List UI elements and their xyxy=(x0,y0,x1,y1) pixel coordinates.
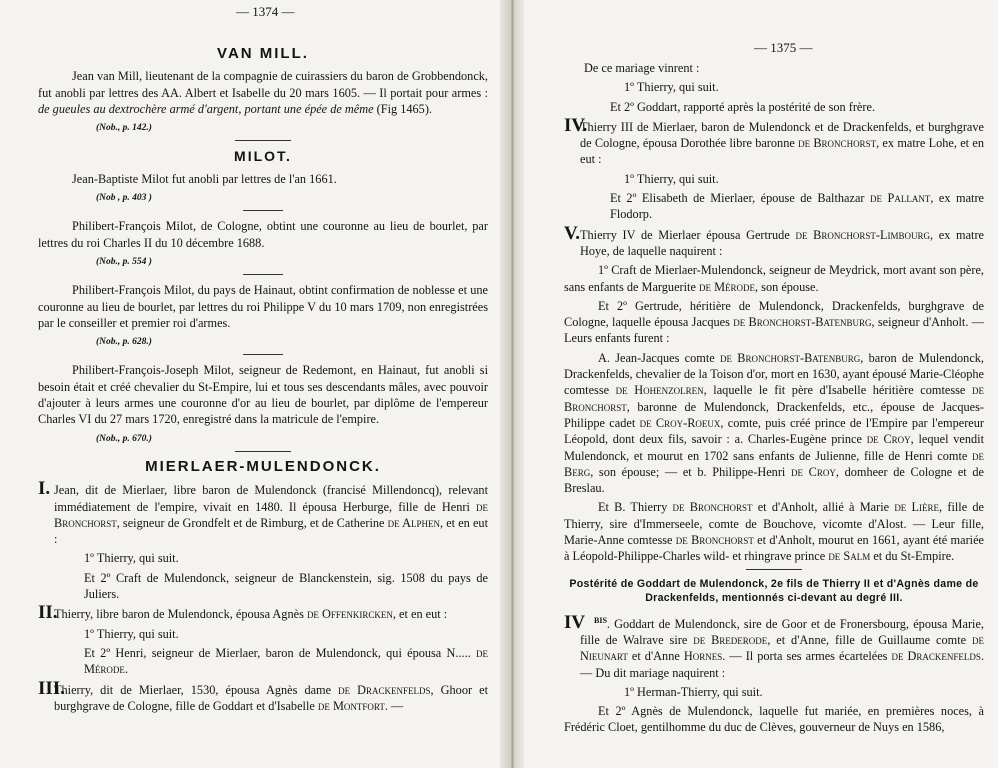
text-fragment: . xyxy=(124,662,129,677)
small-caps-name: de Brederode xyxy=(693,633,768,647)
heading-mierlaer-mulendonck: MIERLAER-MULENDONCK. xyxy=(145,457,381,475)
small-caps-name: de Alphen xyxy=(387,515,440,530)
small-caps-name: de Bronchorst-Batenburg xyxy=(733,315,872,330)
text-fragment: Jean van Mill, lieutenant de la compagnie de cuirassiers du baron de Grobbendonck, fut anobli par lettres des AA. Albert et Isabelle du 20 mars 1605. — Il portait pour armes : xyxy=(38,69,488,100)
small-caps-name: de Drackenfelds xyxy=(338,682,431,697)
small-caps-name: de Bronchorst xyxy=(564,383,984,414)
divider xyxy=(243,274,283,275)
grandchild-A xyxy=(564,350,984,497)
text-fragment: Thierry, dit de Mierlaer, 1530, épousa Agnès dame xyxy=(54,682,332,697)
page-number-right: — 1375 — xyxy=(754,40,813,55)
child-item: 1º Thierry, qui suit. xyxy=(624,80,719,95)
text-fragment: et du St-Empire. xyxy=(873,549,955,564)
ref-milot-3: (Nob., p. 628.) xyxy=(96,337,152,348)
text-fragment: et d'Anne xyxy=(631,649,680,664)
text-fragment: , domheer de Cologne et de Breslau. xyxy=(564,464,984,496)
text-fragment: , et en eut : xyxy=(392,607,448,622)
small-caps-name: de Offenkircken xyxy=(306,607,393,622)
right-page-text xyxy=(564,60,984,739)
text-fragment: , lequel vendit Mulendonck, et mourut en 1702 sans enfants de Julienne, fille de Henri comte xyxy=(564,432,985,463)
ref-milot-4: (Nob., p. 670.) xyxy=(96,433,152,444)
small-caps-name: de Bronchorst xyxy=(675,533,754,548)
left-page-text xyxy=(38,40,488,717)
small-caps-name: de Lière xyxy=(894,500,940,515)
small-caps-name: de Mérode xyxy=(699,279,756,294)
small-caps-name: de Bronchorst xyxy=(798,136,877,151)
bis-superscript: BIS xyxy=(594,615,607,625)
text-fragment: 1º Craft de Mierlaer-Mulendonck, seigneur de Meydrick, mort avant son père, sans enfants de Marguerite xyxy=(564,263,984,294)
text-fragment: (Fig 1465). xyxy=(376,101,432,116)
child-item: Et 2º Agnès de Mulendonck, laquelle fut mariée, en premières noces, à Frédéric Cloet, gentilhomme du duc de Clèves, gouverneur de Nuys en 1586, xyxy=(564,704,984,735)
heading-milot: MILOT. xyxy=(234,148,292,165)
small-caps-name: de Croy xyxy=(866,432,911,447)
page-number-left: — 1374 — xyxy=(236,4,295,19)
van-mill-paragraph xyxy=(38,68,488,117)
text-fragment: Thierry III de Mierlaer, baron de Mulendonck et de Drackenfelds, et burghgrave de Cologne, épousa Dorothée libre baronne xyxy=(580,119,984,151)
text-fragment: Et 2º Elisabeth de Mierlaer, épouse de Balthazar xyxy=(610,191,865,206)
text-fragment: et d'Anholt, allié à Marie xyxy=(757,500,890,515)
text-fragment: Thierry IV de Mierlaer épousa Gertrude xyxy=(580,227,790,242)
text-fragment: , comte, puis créé prince de l'Empire par l'empereur Léopold, dont deux fils, savoir : xyxy=(564,415,984,447)
child-item: Et 2º Craft de Mulendonck, seigneur de Blanckenstein, sig. 1508 du pays de Juliers. xyxy=(84,570,488,602)
text-fragment: , seigneur d'Anholt. — Leurs enfants furent : xyxy=(564,315,984,346)
text-fragment: , seigneur de Grondfelt et de Rimburg, et de Catherine xyxy=(116,515,385,530)
small-caps-name: de Bronchorst xyxy=(672,500,753,515)
small-caps-name: de Bronchorst-Batenburg xyxy=(720,350,861,365)
divider xyxy=(746,569,802,570)
text-fragment: , son épouse. xyxy=(755,279,819,294)
text-fragment: , fille de Thierry, sire d'Immerseele, comte de Bouchove, vicomte d'Alost. — Leur fille, Marie-Anne comtesse xyxy=(564,500,984,548)
grandchild-B xyxy=(564,499,984,564)
degree-III: III.Thierry, dit de Mierlaer, 1530, épousa Agnès dame de Drackenfelds, Ghoor et burghgrave de Cologne, fille de Goddart et d'Isabelle de Montfort. — xyxy=(38,677,488,713)
text-fragment: . — Il porta ses armes écartelées xyxy=(722,649,888,664)
small-caps-name: de Nieunart xyxy=(580,633,984,664)
milot-paragraph-3: Philibert-François Milot, du pays de Hainaut, obtint confirmation de noblesse et une couronne au lieu de bourlet, par lettres du roi Philippe V du 10 mars 1709, non enregistrées par le conseiller et premier roi d'armes. xyxy=(38,283,488,330)
text-fragment: , et en eut : xyxy=(54,515,488,547)
text-fragment: a. Charles-Eugène prince xyxy=(734,432,862,447)
text-fragment: Et 2º Gertrude, héritière de Mulendonck, Drackenfelds, burghgrave de Cologne, laquelle épousa Jacques xyxy=(564,298,984,330)
right-page xyxy=(524,0,998,768)
child-item: 1º Thierry, qui suit. xyxy=(84,551,179,566)
small-caps-name: de Berg xyxy=(564,448,984,479)
small-caps-name: de Montfort xyxy=(317,698,385,713)
text-fragment: Et B. Thierry xyxy=(598,500,668,515)
small-caps-name: de Croy-Roeux xyxy=(639,415,721,430)
child-item: 1º Thierry, qui suit. xyxy=(84,626,179,641)
small-caps-name: de Bronchorst xyxy=(54,499,488,530)
milot-paragraph-4: Philibert-François-Joseph Milot, seigneur de Redemont, en Hainaut, fut anobli si besoin était et créé chevalier du St-Empire, lui et tous ses descendants mâles, avec pouvoir d'ajouter à leurs armes une couronne d'or au lieu de bourlet, par diplôme de l'empereur Charles VI du 27 mars 1720, enregistré dans la matricule de l'empire. xyxy=(38,363,488,427)
continuation-line: De ce mariage vinrent : xyxy=(584,61,700,75)
text-fragment: , ex matre Lohe, et en eut : xyxy=(580,136,984,167)
divider xyxy=(243,354,283,355)
milot-paragraph-2: Philibert-François Milot, de Cologne, obtint une couronne au lieu de bourlet, par lettres du roi Charles II du 10 décembre 1688. xyxy=(38,219,488,250)
small-caps-name: Hornes xyxy=(683,649,723,664)
van-mill-arms: de gueules au dextrochère armé d'argent, portant une épée de même xyxy=(38,101,374,116)
text-fragment: et d'Anholt, mourut en 1661, ayant été mariée à Léopold-Philippe-Charles wild- et rhingrave prince xyxy=(564,533,984,564)
divider xyxy=(243,210,283,211)
divider xyxy=(235,451,291,452)
text-fragment: , baronne de Mulendonck, Drackenfelds, etc., épouse de Jacques-Philippe cadet xyxy=(564,399,984,430)
text-fragment: Jean, dit de Mierlaer, libre baron de Mulendonck (francisé Millendoncq), relevant immédiatement de l'empire, vivait en 1480. Il épousa Herburge, fille de Henri xyxy=(54,483,488,514)
small-caps-name: de Drackenfelds xyxy=(891,649,981,664)
text-fragment: Et 2º Henri, seigneur de Mierlaer, baron de Mulendonck, qui épousa N..... xyxy=(84,645,471,660)
text-fragment: , laquelle le fit père d'Isabelle héritière comtesse xyxy=(703,383,966,398)
child-item: Et 2º Goddart, rapporté après la postérité de son frère. xyxy=(610,99,876,114)
child-item: 1º Thierry, qui suit. xyxy=(624,171,719,186)
text-fragment: . — xyxy=(384,698,404,713)
small-caps-name: de Salm xyxy=(828,549,871,564)
degree-IV: IV.Thierry III de Mierlaer, baron de Mulendonck et de Drackenfelds, et burghgrave de Cologne, épousa Dorothée libre baronne de Bronchorst, ex matre Lohe, et en eut : xyxy=(564,114,984,167)
text-fragment: Thierry, libre baron de Mulendonck, épousa Agnès xyxy=(54,607,304,622)
ref-milot-1: (Nob , p. 403 ) xyxy=(96,193,152,204)
posterity-heading: Postérité de Goddart de Mulendonck, 2e fils de Thierry II et d'Agnès dame de Drackenfelds, mentionnés ci-devant au degré III. xyxy=(569,577,979,604)
small-caps-name: de Mérode xyxy=(84,645,488,677)
text-fragment: , ex matre Hoye, de laquelle naquirent : xyxy=(580,227,985,258)
child-item: 1º Herman-Thierry, qui suit. xyxy=(624,684,763,699)
text-fragment: . Goddart de Mulendonck, sire de Goor et de Fronersbourg, épousa Marie, fille de Walrave sire xyxy=(580,616,984,647)
degree-II: II.Thierry, libre baron de Mulendonck, épousa Agnès de Offenkircken, et en eut : xyxy=(38,602,448,624)
small-caps-name: de Bronchorst-Limbourg xyxy=(795,227,930,242)
divider xyxy=(235,140,291,141)
text-fragment: , son épouse; — et b. Philippe-Henri xyxy=(590,464,786,479)
small-caps-name: de Pallant xyxy=(870,191,931,206)
child-item xyxy=(38,645,488,678)
small-caps-name: de Croy xyxy=(791,464,836,479)
milot-paragraph-1: Jean-Baptiste Milot fut anobli par lettres de l'an 1661. xyxy=(72,171,337,186)
text-fragment: , baron de Mulendonck, Drackenfelds, chevalier de la Toison d'or, mort en 1630, ayant épousé Marie-Cléophe comtesse xyxy=(564,350,985,398)
text-fragment: . — Du dit mariage naquirent : xyxy=(580,649,985,680)
child-item xyxy=(564,190,984,223)
text-fragment: A. Jean-Jacques comte xyxy=(598,350,715,365)
text-fragment: , et d'Anne, fille de Guillaume comte xyxy=(767,633,967,647)
degree-V: V.Thierry IV de Mierlaer épousa Gertrude de Bronchorst-Limbourg, ex matre Hoye, de laquelle naquirent : xyxy=(564,222,985,258)
ref-milot-2: (Nob., p. 554 ) xyxy=(96,256,152,267)
text-fragment: , ex matre Flodorp. xyxy=(610,191,984,222)
small-caps-name: de Hohenzolren xyxy=(615,383,704,398)
degree-IV-bis: IV $^{BIS}$. Goddart de Mulendonck, sire de Goor et de Fronersbourg, épousa Marie, fille de Walrave sire de Brederode, et d'Anne, fille de Guillaume comte de Nieunart et d'Anne Hornes. — Il porta ses armes écartelées de Drackenfelds. — Du dit mariage naquirent : xyxy=(564,611,985,680)
degree-I: I. Jean, dit de Mierlaer, libre baron de Mulendonck (francisé Millendoncq), relevant immédiatement de l'empire, vivait en 1480. Il épousa Herburge, fille de Henri de Bronchorst, seigneur de Grondfelt et de Rimburg, et de Catherine de Alphen, et en eut : xyxy=(38,478,488,547)
child-item xyxy=(564,262,984,295)
child-item xyxy=(564,298,984,347)
text-fragment: , Ghoor et burghgrave de Cologne, fille de Goddart et d'Isabelle xyxy=(54,682,488,713)
ref-van-mill: (Nob., p. 142.) xyxy=(96,123,152,134)
book-gutter xyxy=(500,0,524,768)
heading-van-mill: VAN MILL. xyxy=(217,45,309,62)
